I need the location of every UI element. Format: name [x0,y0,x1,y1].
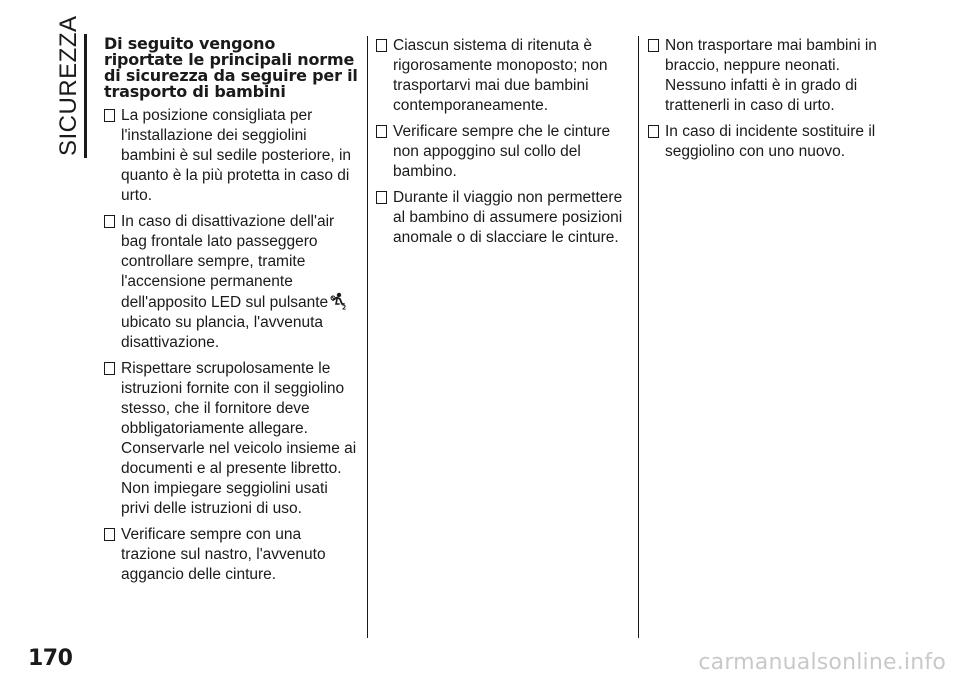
column-divider [367,36,368,638]
section-label: SICUREZZA [55,15,82,156]
column-divider [638,36,639,638]
list-item [648,122,898,162]
list-item-text-after-icon: ubicato su plancia, l'avvenuta disattivazione. [121,314,324,351]
list-item [376,36,630,116]
list-item [104,359,358,519]
list-item [104,106,358,206]
column-3 [648,36,898,168]
checkbox-bullet-icon [376,125,387,138]
section-tab-rule [84,34,87,158]
checkbox-bullet-icon [376,191,387,204]
column-1 [104,36,358,591]
list-item [104,212,358,353]
section-tab [52,15,86,156]
section-heading: Di seguito vengono riportate le principali norme di sicurezza da seguire per il trasporto di bambini [104,34,358,101]
page-number: 170 [28,646,73,671]
checkbox-bullet-icon [104,109,115,122]
checkbox-bullet-icon [648,39,659,52]
list-item-text: Ciascun sistema di ritenuta è rigorosamente monoposto; non trasportarvi mai due bambini contemporaneamente. [393,37,608,114]
watermark: carmanualsonline.info [698,650,946,675]
list-item [648,36,898,116]
list-item-text: Non trasportare mai bambini in braccio, neppure neonati. Nessuno infatti è in grado di trattenerli in caso di urto. [665,37,877,114]
list-item-text-before-icon: In caso di disattivazione dell'air bag frontale lato passeggero controllare sempre, tramite l'accensione permanente dell'apposito LED sul pulsante [121,213,335,311]
list-item [104,525,358,585]
list-item [376,188,630,248]
airbag-passenger-icon [330,292,346,310]
list-item-text: Rispettare scrupolosamente le istruzioni fornite con il seggiolino stesso, che il fornitore deve obbligatoriamente allegare. Conservarle nel veicolo insieme ai documenti e al presente libretto. Non impiegare seggiolini usati privi delle istruzioni di uso. [121,360,357,517]
list-item-text: In caso di incidente sostituire il seggiolino con uno nuovo. [665,123,876,160]
list-item-text: La posizione consigliata per l'installazione dei seggiolini bambini è sul sedile posteriore, in quanto è la più protetta in caso di urto. [121,107,352,204]
checkbox-bullet-icon [104,528,115,541]
list-item [376,122,630,182]
checkbox-bullet-icon [104,215,115,228]
checkbox-bullet-icon [648,125,659,138]
list-item-text: Verificare sempre che le cinture non appoggino sul collo del bambino. [393,123,611,180]
checkbox-bullet-icon [376,39,387,52]
list-item-text: Durante il viaggio non permettere al bambino di assumere posizioni anomale o di slacciare le cinture. [393,189,623,246]
column-2 [376,36,630,254]
checkbox-bullet-icon [104,362,115,375]
list-item-text: Verificare sempre con una trazione sul nastro, l'avvenuto aggancio delle cinture. [121,526,326,583]
svg-text:2: 2 [342,304,347,310]
